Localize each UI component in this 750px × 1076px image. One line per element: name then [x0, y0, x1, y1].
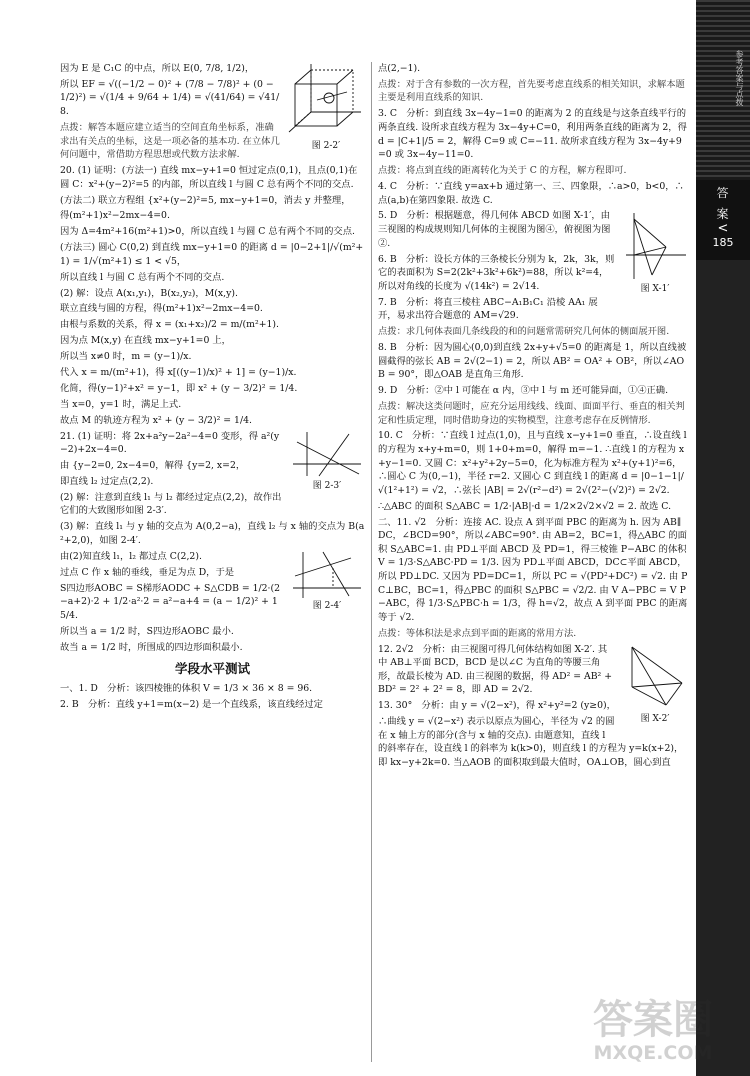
- text-line: (2) 解：注意到直线 l₁ 与 l₂ 都经过定点(2,2)，故作出它们的大致图形如图 2-3′.: [60, 491, 282, 517]
- figure-x-1: [622, 209, 688, 297]
- text-line: 故点 M 的轨迹方程为 x² + (y − 3/2)² = 1/4.: [60, 414, 252, 426]
- answer-11: 二、11. √2 分析：连接 AC. 设点 A 到平面 PBC 的距离为 h. 因为 AB∥DC，∠BCD=90°，所以∠ABC=90°. 由 AB=2，BC=1，得△ABC 的面积 S△ABC=1. 由 PD⊥平面 ABCD 及 PD=1，得三棱锥 P−ABC 的体积 V = 1/3·S△ABC·PD = 1/3. 因为 PD⊥平面 ABCD，DC⊂平面 ABCD，所以 PD⊥DC. 又因为 PD=DC=1，所以 PC = √(PD²+DC²) = √2. 由 PC⊥BC，BC=1，得△PBC 的面积 S△PBC = √2/2. 由 V A−PBC = V P−ABC，得 1/3·S△PBC·h = 1/3，得 h=√2，故点 A 到平面 PBC 的距离等于 √2.: [378, 516, 688, 623]
- text-line: 所以当 x≠0 时，m = (y−1)/x.: [60, 351, 192, 363]
- answer-1: 一、1. D 分析：该四棱锥的体积 V = 1/3 × 36 × 8 = 96.: [60, 682, 313, 694]
- figure-2-3: [289, 430, 365, 494]
- text-line: 由 {y−2=0, 2x−4=0，解得 {y=2, x=2，: [60, 460, 246, 472]
- figure-2-2: [287, 62, 365, 154]
- text-line: 联立直线与圆的方程，得(m²+1)x²−2mx−4=0.: [60, 303, 263, 315]
- tab-label-block: [696, 180, 750, 260]
- question-21: 21. (1) 证明：将 2x+a²y−2a²−4=0 变形，得 a²(y−2)+2x−4=0.: [60, 430, 280, 456]
- text-line: 因为点 M(x,y) 在直线 mx−y+1=0 上，: [60, 335, 231, 347]
- text-line: S四边形AOBC = S梯形AODC + S△CDB = 1/2·(2−a+2)·2 + 1/2·a²·2 = a²−a+4 = (a − 1/2)² + 15/4.: [60, 582, 281, 621]
- right-column: [378, 62, 688, 772]
- question-20: 20. (1) 证明：(方法一) 直线 mx−y+1=0 恒过定点(0,1)，且点(0,1)在圆 C：x²+(y−2)²=5 的内部，所以直线 l 与圆 C 总有两个不同的交点.: [60, 165, 358, 190]
- text-line: 化简，得(y−1)²+x² = y−1，即 x² + (y − 3/2)² = 1/4.: [60, 382, 298, 394]
- quadrilateral-diagram: [289, 550, 365, 600]
- text-line: (方法三) 圆心 C(0,2) 到直线 mx−y+1=0 的距离 d = |0−2+1|/√(m²+1) = 1/√(m²+1) ≤ 1 < √5，: [60, 242, 364, 267]
- lines-diagram: [289, 430, 365, 480]
- page-number: 185: [712, 236, 734, 249]
- tetrahedron-diagram: [622, 209, 688, 283]
- answer-10: 10. C 分析：∵直线 l 过点(1,0)，且与直线 x−y+1=0 垂直，∴设直线 l 的方程为 x+y+m=0，则 1+0+m=0，解得 m=−1. ∴直线 l 的方程为 x+y−1=0. 又圆 C：x²+y²+2y−5=0，化为标准方程为 x²+(y+1)²=6，∴圆心 C 为(0,−1)，半径 r=2. 又圆心 C 到直线 l 的距离 d = |0−1−1|/√(1²+1²) = √2，∴弦长 |AB| = 2√(r²−d²) = 2√(2²−(√2)²) = 2√2.: [378, 430, 687, 496]
- answer-7: 7. B 分析：将直三棱柱 ABC−A₁B₁C₁ 沿棱 AA₁ 展开，易求出符合题意的 AM=√29.: [378, 296, 598, 322]
- text-line: 得(m²+1)x²−2mx−4=0.: [60, 210, 170, 222]
- chevron-left-icon: <: [717, 221, 729, 236]
- text-line: ∴△ABC 的面积 S△ABC = 1/2·|AB|·d = 1/2×2√2×√2 = 2. 故选 C.: [378, 500, 672, 512]
- figure-2-4: [289, 550, 365, 614]
- text-line: 所以 EF = √((−1/2 − 0)² + (7/8 − 7/8)² + (0 − 1/2)²) = √(1/4 + 9/64 + 1/4) = √(41/64) = √41/8.: [60, 78, 280, 118]
- text-line: 代入 x = m/(m²+1)，得 x[((y−1)/x)² + 1] = (y−1)/x.: [60, 367, 297, 379]
- answer-12: 12. 2√2 分析：由三视图可得几何体结构如图 X-2′. 其中 AB⊥平面 BCD，BCD 是以∠C 为直角的等腰三角形，故最长棱为 AD. 由三视图的数据，得 AD² = AB² + BD² = 2² + 2² = 8，即 AD = 2√2.: [378, 643, 613, 696]
- text-line: 当 x=0，y=1 时，满足上式.: [60, 398, 182, 410]
- side-tab: [696, 0, 750, 1076]
- text-line: (2) 解：设点 A(x₁,y₁)，B(x₂,y₂)，M(x,y).: [60, 287, 238, 299]
- answer-9: 9. D 分析：②中 l 可能在 α 内，③中 l 与 m 还可能异面，①④正确.: [378, 385, 669, 397]
- answer-3: 3. C 分析：到直线 3x−4y−1=0 的距离为 2 的直线是与这条直线平行的两条直线. 设所求直线方程为 3x−4y+C=0，利用两条直线的距离为 2，得 d = |C+1|/5 = 2，解得 C=9 或 C=−11. 故所求直线方程为 3x−4y+9=0 或 3x−4y−11=0.: [378, 108, 687, 161]
- tip-paragraph: 点拨：解答本题应建立适当的空间直角坐标系，准确求出有关点的坐标，这是一项必备的基本功. 在立体几何问题中，常借助方程思想或代数方法求解.: [60, 121, 280, 161]
- answer-8: 8. B 分析：因为圆心(0,0)到直线 2x+y+√5=0 的距离是 1，所以直线被圆截得的弦长 AB = 2√(2−1) = 2，所以 AB² = OA² + OB²，所以∠AOB = 90°，即△OAB 是直角三角形.: [378, 341, 687, 381]
- tab-top-text: 参考答案与点拨: [735, 50, 744, 106]
- watermark-logo: 答案圈: [593, 997, 713, 1043]
- tip-paragraph: 点拨：对于含有参数的一次方程，首先要考虑直线系的相关知识，求解本题主要是利用直线系的知识.: [378, 78, 685, 104]
- text-line: 点(2,−1).: [378, 63, 421, 74]
- watermark-url: MXQE.COM: [593, 1042, 713, 1064]
- figure-caption: 图 2-4′: [312, 600, 342, 611]
- section-title: 学段水平测试: [174, 661, 250, 677]
- text-line: (3) 解：直线 l₁ 与 y 轴的交点为 A(0,2−a)，直线 l₂ 与 x 轴的交点为 B(a²+2,0)，如图 2-4′.: [60, 521, 365, 546]
- watermark: [568, 998, 738, 1068]
- text-line: 即直线 l₂ 过定点(2,2).: [60, 475, 154, 487]
- tip-paragraph: 点拨：解决这类问题时，应充分运用线线、线面、面面平行、垂直的相关判定和性质定理，同时借助身边的实物模型，注意考虑存在反例情形.: [378, 400, 685, 426]
- text-line: 由(2)知直线 l₁，l₂ 都过点 C(2,2).: [60, 550, 202, 562]
- answer-6: 6. B 分析：设长方体的三条棱长分别为 k，2k，3k，则它的表面积为 S=2(2k²+3k²+6k²)=88，所以 k²=4，所以对角线的长度为 √(14k²) = 2√14.: [378, 253, 615, 292]
- column-divider: [371, 62, 372, 1062]
- figure-x-2: [622, 643, 688, 727]
- text-line: 由根与系数的关系，得 x = (x₁+x₂)/2 = m/(m²+1).: [60, 319, 280, 331]
- answer-4: 4. C 分析：∵直线 y=ax+b 通过第一、三、四象限，∴a>0，b<0，∴点(a,b)在第四象限. 故选 C.: [378, 180, 684, 206]
- text-line: 所以当 a = 1/2 时，S四边形AOBC 最小.: [60, 625, 234, 637]
- tab-label-1: 答: [716, 186, 730, 200]
- tip-paragraph: 点拨：将点到直线的距离转化为关于 C 的方程，解方程即可.: [378, 165, 627, 177]
- figure-caption: 图 2-3′: [312, 480, 342, 491]
- cube-diagram: [287, 62, 365, 140]
- text-line: ∴曲线 y = √(2−x²) 表示以原点为圆心，半径为 √2 的圆在 x 轴上方的部分(含与 x 轴的交点). 由题意知，直线 l 的斜率存在，设直线 l 的斜率为 k(k>0)，则直线 l 的方程为 y=k(x+2)，即 kx−y+2k=0. 当△AOB 的面积取到最大值时，OA⊥OB，圆心到直: [378, 716, 684, 768]
- tab-label-2: 案: [716, 207, 730, 221]
- tip-paragraph: 点拨：等体积法是求点到平面的距离的常用方法.: [378, 627, 577, 639]
- text-line: (方法二) 联立方程组 {x²+(y−2)²=5, mx−y+1=0，消去 y 并整理，: [60, 194, 351, 206]
- figure-caption: 图 2-2′: [311, 141, 341, 151]
- text-line: 过点 C 作 x 轴的垂线，垂足为点 D，于是: [60, 566, 235, 578]
- figure-caption: 图 X-1′: [640, 284, 670, 295]
- text-line: 故当 a = 1/2 时，所围成的四边形面积最小.: [60, 641, 243, 653]
- tip-paragraph: 点拨：求几何体表面几条线段的和的问题常需研究几何体的侧面展开图.: [378, 326, 670, 338]
- answer-5: 5. D 分析：根据题意，得几何体 ABCD 如图 X-1′，由三视图的构成规则知几何体的主视图为图④，俯视图为图②.: [378, 210, 611, 249]
- answer-13: 13. 30° 分析：由 y = √(2−x²)，得 x²+y²=2 (y≥0)，: [378, 700, 616, 712]
- figure-caption: 图 X-2′: [640, 713, 670, 724]
- text-line: 因为 E 是 C₁C 的中点，所以 E(0, 7/8, 1/2)，: [60, 63, 255, 74]
- left-column: [60, 62, 365, 714]
- text-line: 所以直线 l 与圆 C 总有两个不同的交点.: [60, 271, 225, 283]
- text-line: 因为 Δ=4m²+16(m²+1)>0，所以直线 l 与圆 C 总有两个不同的交点.: [60, 226, 355, 238]
- answer-2: 2. B 分析：直线 y+1=m(x−2) 是一个直线系，该直线经过定: [60, 698, 323, 710]
- pyramid-diagram: [622, 643, 688, 713]
